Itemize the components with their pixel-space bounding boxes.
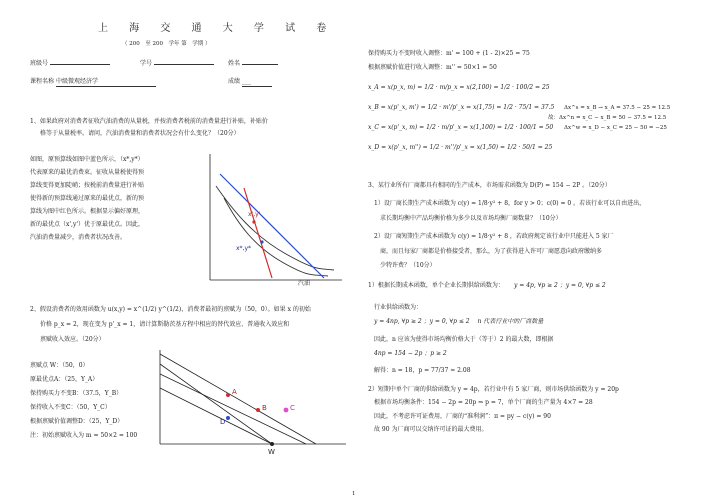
new-optimum-label: x',y' [248, 211, 261, 218]
original-budget-line [220, 174, 324, 278]
point-b [256, 408, 260, 412]
course-name: 中级微观经济学 [56, 78, 156, 87]
q3-line-15: 根据市场均衡条件：154 − 2p = 20p ⇒ p = 7，单个厂商的生产量为 4×7 = 28 [368, 399, 593, 406]
q1-answer-line-1: 如图，原预算线如图中蓝色所示，（x*,y*） [30, 156, 144, 163]
q3-line-2: 1）设厂商长期生产成本函数为 c(y) = 1/8·y² + 8，for y > 0；c(0) = 0 。若该行业可以自由进出， [368, 200, 646, 207]
q3-line-6: 少特许费？（10分） [368, 262, 436, 269]
budget-line-3 [160, 354, 316, 444]
class-label: 班级号 [30, 60, 49, 67]
q1-answer-line-3: 算线变得更加陡峭；按税前消费量进行补贴 [30, 182, 145, 189]
old-optimum-point [260, 240, 263, 243]
class-blank [50, 64, 110, 65]
q3-line-3: 求长期均衡中产品均衡价格为多少以及市场均衡厂商数量？（10分） [368, 215, 562, 222]
exam-subtitle: （ 200 至 200 学年 第 学期 ） [122, 41, 211, 47]
eq-xb: x_B = x(p'_x, m') = 1/2 · m'/p'_x = x(1,75) = 1/2 · 75/1 = 37.5 [368, 104, 555, 111]
q3-line-10: y = 4np, ∀p ≥ 2 ；y = 0, ∀p ≤ 2 n 代表行业中的厂商数量 [368, 318, 544, 325]
point-w-label: W [268, 448, 275, 456]
q2-answer-line-4: 保持收入不变C：（50，Y_C） [30, 404, 111, 411]
new-optimum-point [252, 220, 255, 223]
q3-line-4: 2）设厂商短期生产成本函数为 c(y) = 1/8·y² + 8 ，若政府规定该行业中只能进入 5 家厂 [368, 233, 614, 240]
q1-answer-line-6: 新的最优点（x',y'）优于原最优点。因此， [30, 221, 144, 228]
q2-answer-line-1: 禀赋点 W：（50，0） [30, 362, 89, 369]
q3-line-12: 4np = 154 − 2p ；p ≥ 2 [368, 350, 447, 357]
effect-substitution: Δx^s = x_B → x_A = 37.5 − 25 = 12.5 [564, 105, 671, 111]
point-a [226, 393, 230, 397]
q2-answer-line-2: 原最优点A：（25，Y_A） [30, 376, 99, 383]
budget-line-4 [160, 388, 272, 444]
q3-line-11: 因此，n 应该为使得市场均衡价格大于（等于）2 的最大数，即根据 [368, 336, 554, 343]
right-line-1: 保持购买力不变时收入调整：m' = 100 + (1 - 2)×25 = 75 [368, 50, 530, 57]
eq-xd: x_D = x(p'_x, m'') = 1/2 · m''/p'_x = x(1,50) = 1/2 · 50/1 = 25 [368, 144, 553, 151]
q3-line-17: 故 90 为厂商可以交纳许可证的最大费用。 [368, 426, 488, 433]
page-number: 1 [352, 491, 356, 497]
point-c-label: C [290, 404, 295, 412]
point-d-label: D [220, 418, 226, 426]
q1-text-line-1: 1、如果政府对消费者征收汽油消费的从量税，并按消费者税前的消费量进行补贴，补贴价 [30, 118, 268, 125]
student-id-field [140, 60, 214, 68]
name-label: 姓名 [228, 60, 241, 67]
q2-answer-line-5: 根据禀赋价值调整D：（25，Y_D） [30, 418, 124, 425]
effect-endowment: Δx^w = x_D − x_C = 25 − 50 = −25 [564, 125, 667, 131]
eq-xc: x_C = x(p'_x, m) = 1/2 · m/p'_x = x(1,100) = 1/2 · 100/1 = 50 [368, 124, 554, 131]
q3-line-9: 行业供给函数为： [368, 304, 423, 311]
course-label: 课程名称 [30, 78, 55, 85]
q3-line-14: 2）短期中单个厂商的供给函数为 y = 4p，若行业中有 5 家厂商，则市场供给函数为 y = 20p [368, 386, 619, 393]
q3-line-1: 3、某行业所有厂商都具有相同的生产成本，市场需求函数为 D(P) = 154 − 2P 。（20分） [368, 182, 611, 189]
q3-line-5: 商，而且每家厂商都是价格接受者，那么，为了获得进入许可厂商愿意向政府缴纳多 [368, 248, 603, 255]
q2-text-line-3: 禀赋收入效应。（20分） [40, 336, 105, 343]
effect-income: 故：Δx^n = x_C − x_B = 50 − 37.5 = 12.5 [548, 115, 667, 121]
point-b-label: B [262, 404, 267, 412]
q3-line-16: 因此，不考虑许可证费用，厂商的“准利润”：π = py − c(y) = 90 [368, 413, 551, 420]
eq-xa: x_A = x(p_x, m) = 1/2 · m/p_x = x(2,100) = 1/2 · 100/2 = 25 [368, 84, 550, 91]
q3-line-7: 1）根据长期成本函数，单个企业长期供给函数为： [368, 282, 504, 289]
q3-line-13: 解得：n = 18，p = 77/37 ≈ 2.08 [368, 367, 471, 374]
course-field [30, 78, 156, 87]
indifference-curve-old [224, 198, 328, 276]
budget-line-diagram [202, 150, 350, 288]
q2-text-line-1: 2、假设消费者的效用函数为 u(x,y) = x^(1/2) y^(1/2)，消费者最初的禀赋为（50，0）。如果 x 的初始 [30, 306, 311, 313]
q1-text-line-2: 格等于从量税率。请问，汽油消费量和消费者状况会有什么变化？（20分） [40, 130, 240, 137]
q1-answer-line-2: 代表原来的最优消费束。征收从量税使得预 [30, 169, 145, 176]
q3-line-8: y = 4p, ∀p ≥ 2 ；y = 0, ∀p ≤ 2 [508, 282, 606, 289]
slutsky-diagram [156, 348, 350, 460]
right-line-2: 根据禀赋价值进行收入调整：m'' = 50×1 = 50 [368, 64, 497, 71]
score-field [228, 78, 272, 87]
q1-answer-line-7: 汽油消费量减少，消费者状况改善。 [30, 234, 127, 241]
point-a-label: A [232, 388, 237, 396]
q1-answer-line-4: 使得新的预算线通过原来的最优点，新的预 [30, 195, 145, 202]
q2-answer-line-6: 注：初始禀赋收入为 m = 50×2 = 100 [30, 432, 138, 439]
name-field [228, 60, 278, 68]
exam-title: 上 海 交 通 大 学 试 卷 [98, 23, 336, 34]
budget-line-1 [160, 364, 272, 444]
name-blank [242, 64, 278, 65]
student-id-blank [154, 64, 214, 65]
score-label: 成绩 [228, 78, 241, 85]
q1-axis-label: 汽油 [298, 280, 311, 287]
point-d [226, 416, 230, 420]
student-id-label: 学号 [140, 60, 153, 67]
q2-text-line-2: 价格 p_x = 2，现在变为 p'_x = 1，请计算斯勒茨基方程中相应的替代效应、普通收入效应和 [40, 321, 290, 328]
q1-answer-line-5: 算线为图中红色所示。根据显示偏好原理， [30, 208, 145, 215]
score-value: ___ [242, 78, 272, 87]
class-field [30, 60, 110, 68]
point-w [270, 442, 274, 446]
new-budget-line [244, 188, 272, 278]
q2-answer-line-3: 保持购买力不变B：（37.5，Y_B） [30, 390, 123, 397]
point-c [284, 408, 289, 413]
old-optimum-label: x*,y* [236, 245, 252, 252]
